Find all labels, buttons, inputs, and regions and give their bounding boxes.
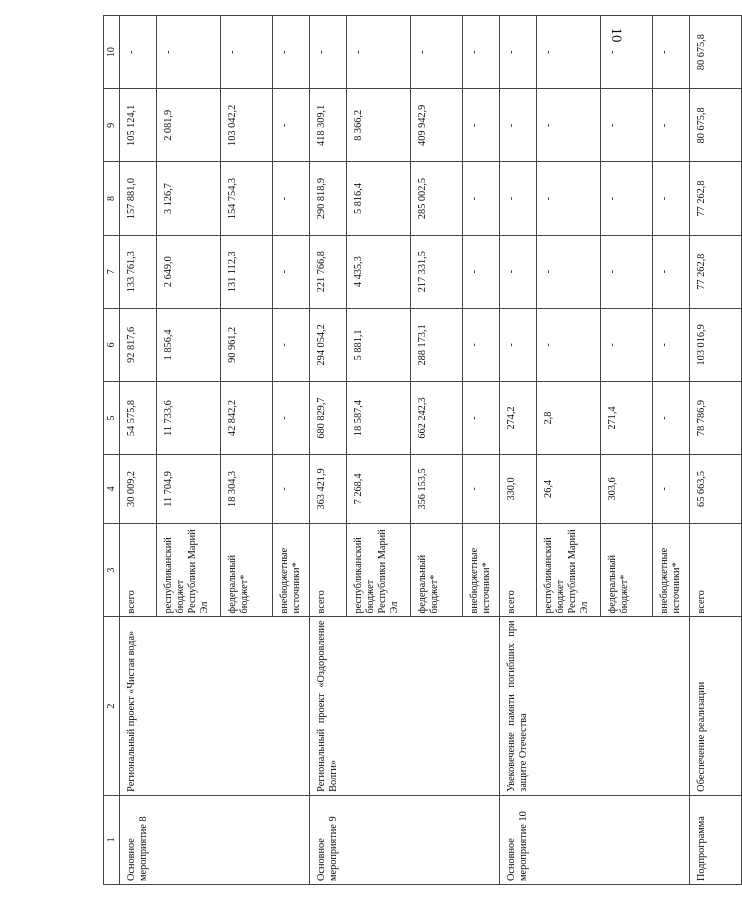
value-cell: 80 675,8 bbox=[690, 89, 742, 162]
value-cell: 303,6 bbox=[601, 455, 653, 524]
value-cell: 30 009,2 bbox=[120, 455, 157, 524]
funding-source: всего bbox=[690, 523, 742, 617]
value-cell: 103 016,9 bbox=[690, 308, 742, 381]
value-cell: 217 331,5 bbox=[411, 235, 463, 308]
value-cell: 18 587,4 bbox=[347, 381, 411, 454]
funding-source: федеральный бюджет* bbox=[601, 523, 653, 617]
value-cell: - bbox=[273, 162, 310, 235]
value-cell: - bbox=[500, 16, 537, 89]
budget-table bbox=[103, 15, 742, 885]
value-cell: 288 173,1 bbox=[411, 308, 463, 381]
value-cell: 285 002,5 bbox=[411, 162, 463, 235]
value-cell: 2 649,0 bbox=[157, 235, 221, 308]
funding-source: всего bbox=[120, 523, 157, 617]
col-header: 8 bbox=[104, 162, 120, 235]
value-cell: - bbox=[463, 381, 500, 454]
col-header: 3 bbox=[104, 523, 120, 617]
value-cell: 103 042,2 bbox=[221, 89, 273, 162]
value-cell: 290 818,9 bbox=[310, 162, 347, 235]
value-cell: - bbox=[601, 308, 653, 381]
value-cell: - bbox=[273, 89, 310, 162]
value-cell: 271,4 bbox=[601, 381, 653, 454]
value-cell: 4 435,3 bbox=[347, 235, 411, 308]
value-cell: 80 675,8 bbox=[690, 16, 742, 89]
measure-name: Основное мероприятие 9 bbox=[310, 795, 500, 884]
value-cell: 131 112,3 bbox=[221, 235, 273, 308]
funding-source: внебюджетные источники* bbox=[463, 523, 500, 617]
value-cell: 133 761,3 bbox=[120, 235, 157, 308]
value-cell: - bbox=[601, 89, 653, 162]
value-cell: - bbox=[157, 16, 221, 89]
value-cell: - bbox=[273, 381, 310, 454]
funding-source: республиканский бюджет Республики Марий Эл bbox=[347, 523, 411, 617]
value-cell: 680 829,7 bbox=[310, 381, 347, 454]
value-cell: - bbox=[601, 235, 653, 308]
funding-source: внебюджетные источники* bbox=[653, 523, 690, 617]
value-cell: - bbox=[310, 16, 347, 89]
value-cell: 5 881,1 bbox=[347, 308, 411, 381]
value-cell: - bbox=[273, 308, 310, 381]
value-cell: 154 754,3 bbox=[221, 162, 273, 235]
measure-description: Обеспечение реализации bbox=[690, 617, 742, 795]
value-cell: - bbox=[500, 235, 537, 308]
value-cell: - bbox=[653, 235, 690, 308]
measure-description: Увековечение памяти погибших при защите Отечества bbox=[500, 617, 690, 795]
funding-source: республиканский бюджет Республики Марий Эл bbox=[537, 523, 601, 617]
funding-source: всего bbox=[500, 523, 537, 617]
value-cell: 77 262,8 bbox=[690, 235, 742, 308]
value-cell: 294 054,2 bbox=[310, 308, 347, 381]
value-cell: 363 421,9 bbox=[310, 455, 347, 524]
value-cell: - bbox=[273, 16, 310, 89]
value-cell: 3 126,7 bbox=[157, 162, 221, 235]
value-cell: 78 786,9 bbox=[690, 381, 742, 454]
value-cell: 1 856,4 bbox=[157, 308, 221, 381]
value-cell: - bbox=[653, 308, 690, 381]
funding-source: федеральный бюджет* bbox=[411, 523, 463, 617]
value-cell: 26,4 bbox=[537, 455, 601, 524]
value-cell: - bbox=[500, 308, 537, 381]
value-cell: - bbox=[537, 308, 601, 381]
value-cell: - bbox=[463, 455, 500, 524]
value-cell: 157 881,0 bbox=[120, 162, 157, 235]
value-cell: - bbox=[463, 162, 500, 235]
value-cell: - bbox=[120, 16, 157, 89]
rotated-table-container bbox=[103, 15, 707, 885]
value-cell: 2,8 bbox=[537, 381, 601, 454]
value-cell: 92 817,6 bbox=[120, 308, 157, 381]
value-cell: - bbox=[601, 162, 653, 235]
col-header: 2 bbox=[104, 617, 120, 795]
header-row bbox=[104, 16, 120, 885]
value-cell: - bbox=[601, 16, 653, 89]
table-row bbox=[120, 16, 157, 885]
value-cell: 356 153,5 bbox=[411, 455, 463, 524]
col-header: 9 bbox=[104, 89, 120, 162]
table-row bbox=[500, 16, 537, 885]
value-cell: - bbox=[500, 89, 537, 162]
value-cell: 409 942,9 bbox=[411, 89, 463, 162]
value-cell: - bbox=[537, 162, 601, 235]
measure-name: Основное мероприятие 8 bbox=[120, 795, 310, 884]
value-cell: 662 242,3 bbox=[411, 381, 463, 454]
funding-source: республиканский бюджет Республики Марий Эл bbox=[157, 523, 221, 617]
value-cell: 5 816,4 bbox=[347, 162, 411, 235]
col-header: 5 bbox=[104, 381, 120, 454]
value-cell: - bbox=[537, 235, 601, 308]
value-cell: 90 961,2 bbox=[221, 308, 273, 381]
value-cell: - bbox=[500, 162, 537, 235]
value-cell: 105 124,1 bbox=[120, 89, 157, 162]
value-cell: 330,0 bbox=[500, 455, 537, 524]
col-header: 7 bbox=[104, 235, 120, 308]
value-cell: - bbox=[463, 308, 500, 381]
measure-description: Региональный проект «Оздоровление Волги» bbox=[310, 617, 500, 795]
value-cell: 8 366,2 bbox=[347, 89, 411, 162]
value-cell: - bbox=[221, 16, 273, 89]
value-cell: 2 081,9 bbox=[157, 89, 221, 162]
value-cell: 11 733,6 bbox=[157, 381, 221, 454]
value-cell: - bbox=[463, 16, 500, 89]
value-cell: 11 704,9 bbox=[157, 455, 221, 524]
funding-source: внебюджетные источники* bbox=[273, 523, 310, 617]
value-cell: - bbox=[411, 16, 463, 89]
value-cell: - bbox=[537, 89, 601, 162]
value-cell: - bbox=[653, 16, 690, 89]
value-cell: 65 663,5 bbox=[690, 455, 742, 524]
value-cell: 418 309,1 bbox=[310, 89, 347, 162]
value-cell: 7 268,4 bbox=[347, 455, 411, 524]
value-cell: - bbox=[653, 162, 690, 235]
funding-source: всего bbox=[310, 523, 347, 617]
value-cell: 274,2 bbox=[500, 381, 537, 454]
value-cell: 54 575,8 bbox=[120, 381, 157, 454]
value-cell: - bbox=[463, 89, 500, 162]
value-cell: - bbox=[653, 455, 690, 524]
value-cell: - bbox=[347, 16, 411, 89]
page-number: 10 bbox=[608, 27, 624, 43]
value-cell: - bbox=[653, 89, 690, 162]
value-cell: 77 262,8 bbox=[690, 162, 742, 235]
value-cell: - bbox=[273, 235, 310, 308]
value-cell: - bbox=[273, 455, 310, 524]
value-cell: - bbox=[463, 235, 500, 308]
col-header: 10 bbox=[104, 16, 120, 89]
col-header: 6 bbox=[104, 308, 120, 381]
value-cell: 18 304,3 bbox=[221, 455, 273, 524]
col-header: 1 bbox=[104, 795, 120, 884]
value-cell: 42 842,2 bbox=[221, 381, 273, 454]
measure-description: Региональный проект «Чистая вода» bbox=[120, 617, 310, 795]
value-cell: 221 766,8 bbox=[310, 235, 347, 308]
table-body bbox=[120, 16, 742, 885]
value-cell: - bbox=[537, 16, 601, 89]
value-cell: - bbox=[653, 381, 690, 454]
measure-name: Основное мероприятие 10 bbox=[500, 795, 690, 884]
table-row bbox=[310, 16, 347, 885]
funding-source: федеральный бюджет* bbox=[221, 523, 273, 617]
col-header: 4 bbox=[104, 455, 120, 524]
table-row bbox=[690, 16, 742, 885]
measure-name: Подпрограмма bbox=[690, 795, 742, 884]
